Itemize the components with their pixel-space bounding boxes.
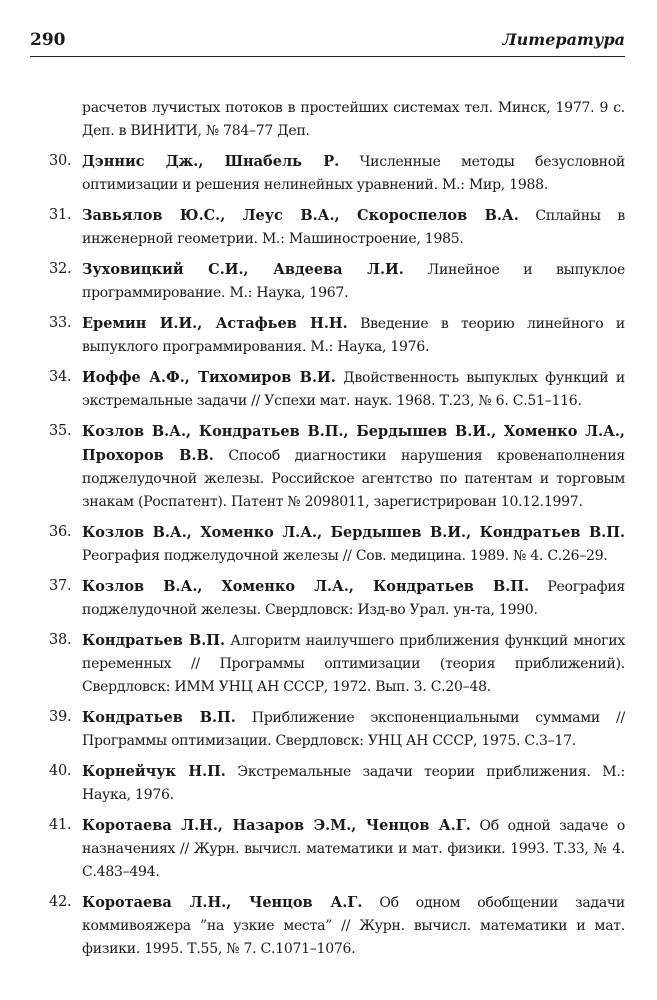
- reference-continuation: расчетов лучистых потоков в простейших системах тел. Минск, 1977. 9 с. Деп. в ВИНИТИ, № 784–77 Деп.: [82, 100, 625, 139]
- reference-text: Об одном обобщении задачи коммивояжера ”на узкие места” // Журн. вычисл. математики и мат. физики. 1995. Т.55, № 7. С.1071–1076.: [82, 895, 626, 957]
- reference-number: 38.: [49, 632, 72, 648]
- reference-number: 30.: [49, 153, 72, 169]
- reference-item: [30, 312, 625, 359]
- reference-authors: Завьялов Ю.С., Леус В.А., Скороспелов В.А.: [82, 207, 519, 224]
- reference-item: [30, 760, 625, 807]
- reference-number: 35.: [49, 423, 72, 439]
- reference-authors: Зуховицкий С.И., Авдеева Л.И.: [82, 261, 404, 278]
- header-rule: [30, 56, 625, 57]
- reference-number: 42.: [49, 894, 72, 910]
- reference-item: [30, 575, 625, 622]
- reference-authors: Корнейчук Н.П.: [82, 763, 226, 780]
- reference-number: 41.: [49, 817, 72, 833]
- reference-item: [30, 258, 625, 305]
- reference-authors: Коротаева Л.Н., Назаров Э.М., Ченцов А.Г.: [82, 817, 471, 834]
- reference-authors: Козлов В.А., Хоменко Л.А., Бердышев В.И., Кондратьев В.П.: [82, 524, 625, 541]
- reference-authors: Дэннис Дж., Шнабель Р.: [82, 153, 340, 170]
- reference-item: [30, 521, 625, 568]
- page-number: 290: [30, 30, 66, 50]
- reference-item: [30, 706, 625, 753]
- reference-item: [30, 629, 625, 699]
- reference-number: 31.: [49, 207, 72, 223]
- reference-text: Об одной задаче о назначениях // Журн. вычисл. математики и мат. физики. 1993. Т.33, № 4. С.483–494.: [82, 818, 626, 880]
- reference-number: 36.: [49, 524, 72, 540]
- reference-authors: Козлов В.А., Хоменко Л.А., Кондратьев В.П.: [82, 578, 530, 595]
- reference-number: 32.: [49, 261, 72, 277]
- reference-text: Приближение экспоненциальными суммами // Программы оптимизации. Свердловск: УНЦ АН СССР, 1975. С.3–17.: [82, 710, 625, 749]
- reference-number: 37.: [49, 578, 72, 594]
- reference-authors: Козлов В.А., Кондратьев В.П., Бердышев В.И., Хоменко Л.А., Прохоров В.В.: [82, 423, 625, 464]
- reference-number: 39.: [49, 709, 72, 725]
- reference-authors: Кондратьев В.П.: [82, 632, 226, 649]
- reference-text: Способ диагностики нарушения кровенаполнения поджелудочной железы. Российское агентство по патентам и торговым знакам (Роспатент). Патент № 2098011, зарегистрирован 10.12.1997.: [82, 448, 625, 510]
- reference-item: [30, 891, 625, 961]
- reference-item: [30, 366, 625, 413]
- reference-text: Реография поджелудочной железы // Сов. медицина. 1989. № 4. С.26–29.: [82, 548, 608, 564]
- reference-text: Двойственность выпуклых функций и экстремальные задачи // Успехи мат. наук. 1968. Т.23, № 6. С.51–116.: [82, 370, 625, 409]
- reference-number: 40.: [49, 763, 72, 779]
- page-header: [30, 30, 625, 56]
- reference-number: 34.: [49, 369, 72, 385]
- reference-text: Линейное и выпуклое программирование. М.: Наука, 1967.: [82, 262, 625, 301]
- reference-text: Алгоритм наилучшего приближения функций многих переменных // Программы оптимизации (теория приближений). Свердловск: ИММ УНЦ АН СССР, 1972. Вып. 3. С.20–48.: [82, 633, 625, 695]
- reference-authors: Коротаева Л.Н., Ченцов А.Г.: [82, 894, 363, 911]
- reference-text: Экстремальные задачи теории приближения. М.: Наука, 1976.: [82, 764, 625, 803]
- reference-item: [30, 204, 625, 251]
- reference-text: Введение в теорию линейного и выпуклого программирования. М.: Наука, 1976.: [82, 316, 625, 355]
- reference-text: Сплайны в инженерной геометрии. М.: Машиностроение, 1985.: [82, 208, 626, 247]
- reference-list: [30, 97, 625, 968]
- reference-item: [30, 150, 625, 197]
- reference-number: 33.: [49, 315, 72, 331]
- reference-text: Реография поджелудочной железы. Свердловск: Изд-во Урал. ун-та, 1990.: [82, 579, 625, 618]
- reference-authors: Иоффе А.Ф., Тихомиров В.И.: [82, 369, 336, 386]
- reference-item: [30, 420, 625, 514]
- reference-item: [30, 814, 625, 884]
- reference-text: Численные методы безусловной оптимизации и решения нелинейных уравнений. М.: Мир, 1988.: [82, 154, 625, 193]
- reference-authors: Кондратьев В.П.: [82, 709, 236, 726]
- running-title: Литература: [502, 30, 625, 49]
- reference-authors: Еремин И.И., Астафьев Н.Н.: [82, 315, 348, 332]
